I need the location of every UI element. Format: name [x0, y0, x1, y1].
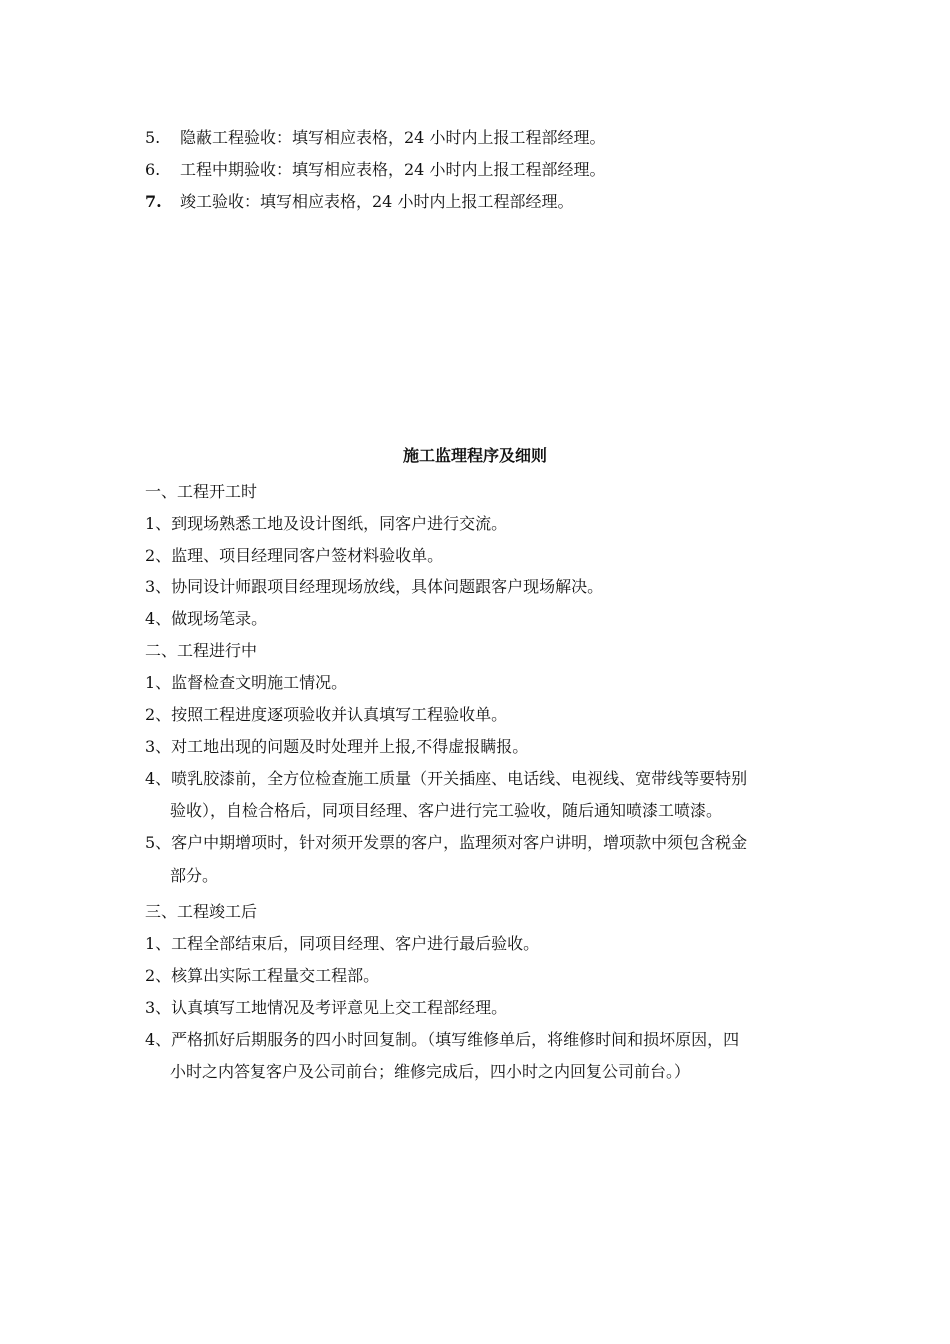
paragraph: 1、到现场熟悉工地及设计图纸，同客户进行交流。: [145, 514, 508, 533]
heading-2: 二、工程进行中: [145, 641, 258, 660]
paragraph: 4、喷乳胶漆前，全方位检查施工质量（开关插座、电话线、电视线、宽带线等要特别: [145, 769, 748, 788]
heading-3: 三、工程竣工后: [145, 902, 258, 921]
heading-1: 一、工程开工时: [145, 482, 258, 501]
item-text: 隐蔽工程验收：填写相应表格，24 小时内上报工程部经理。: [180, 128, 606, 147]
paragraph: 3、认真填写工地情况及考评意见上交工程部经理。: [145, 998, 508, 1017]
paragraph: 5、客户中期增项时，针对须开发票的客户，监理须对客户讲明，增项款中须包含税金: [145, 833, 748, 852]
paragraph: 1、工程全部结束后，同项目经理、客户进行最后验收。: [145, 934, 540, 953]
paragraph: 4、严格抓好后期服务的四小时回复制。（填写维修单后，将维修时间和损坏原因，四: [145, 1030, 740, 1049]
item-number: 5.: [145, 128, 161, 147]
section-title: 施工监理程序及细则: [402, 446, 547, 465]
paragraph: 3、对工地出现的问题及时处理并上报,不得虚报瞒报。: [145, 737, 529, 756]
item-text: 竣工验收：填写相应表格，24 小时内上报工程部经理。: [180, 192, 574, 211]
paragraph-continuation: 小时之内答复客户及公司前台；维修完成后，四小时之内回复公司前台。）: [170, 1062, 691, 1081]
paragraph: 2、核算出实际工程量交工程部。: [145, 966, 380, 985]
item-number: 7.: [145, 192, 162, 211]
item-number: 6.: [145, 160, 161, 179]
paragraph: 3、协同设计师跟项目经理现场放线，具体问题跟客户现场解决。: [145, 577, 604, 596]
paragraph: 1、监督检查文明施工情况。: [145, 673, 348, 692]
item-text: 工程中期验收：填写相应表格，24 小时内上报工程部经理。: [180, 160, 606, 179]
paragraph-continuation: 部分。: [170, 866, 219, 885]
paragraph-continuation: 验收），自检合格后，同项目经理、客户进行完工验收，随后通知喷漆工喷漆。: [170, 801, 723, 820]
paragraph: 2、监理、项目经理同客户签材料验收单。: [145, 546, 444, 565]
paragraph: 2、按照工程进度逐项验收并认真填写工程验收单。: [145, 705, 508, 724]
paragraph: 4、做现场笔录。: [145, 609, 268, 628]
